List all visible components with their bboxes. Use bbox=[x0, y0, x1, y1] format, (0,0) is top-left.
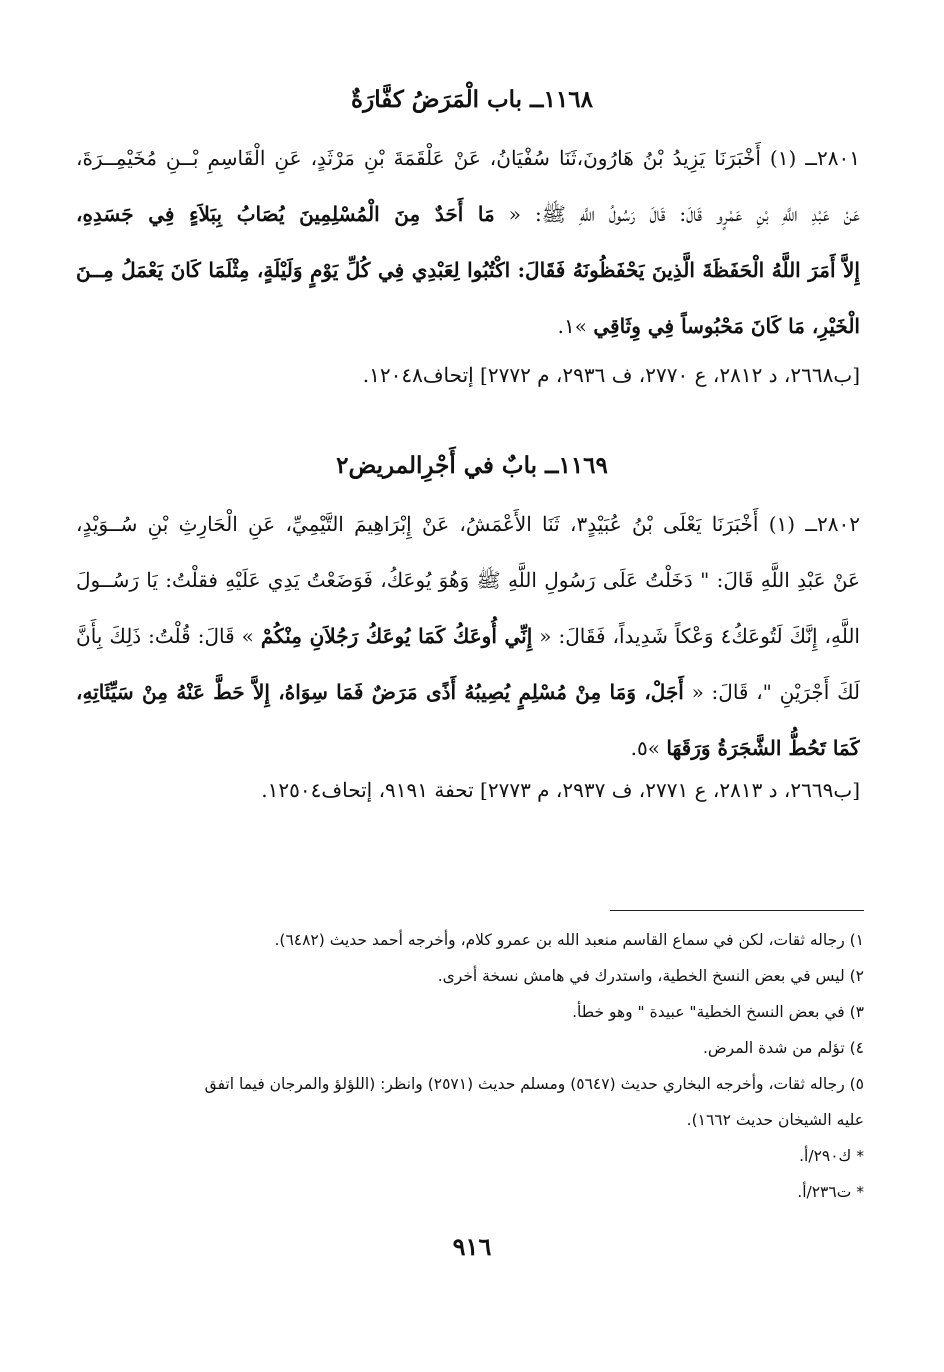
prophetic-text: الْخَيْرِ، مَا كَانَ مَحْبُوساً فِي وِثَاقِي bbox=[593, 314, 860, 338]
reference-2801: [ب٢٦٦٨، د ٢٨١٢، ع ٢٧٧٠، ف ٢٩٣٦، م ٢٧٧٢] إتحاف١٢٠٤٨. bbox=[362, 363, 860, 387]
hadith-2802-line-1: ٢٨٠٢ــ (١) أَخْبَرَنَا يَعْلَى بْنُ عُبَيْدٍ٣، ثَنَا الأَعْمَشُ، عَنْ إِبْرَاهِيمَ التَّيْمِيِّ، عَنِ الْحَارِثِ بْنِ سُــوَيْدٍ، bbox=[76, 512, 860, 536]
hadith-2801-line-4: الْخَيْرِ، مَا كَانَ مَحْبُوساً فِي وِثَاقِي »١. bbox=[557, 314, 860, 338]
footnote-5: ٥) رجاله ثقات، وأخرجه البخاري حديث (٥٦٤٧) ومسلم حديث (٢٥٧١) وانظر: (اللؤلؤ والمرجان فيما اتفق bbox=[204, 1075, 864, 1093]
prophetic-text: إِنِّي أُوعَكُ كَمَا يُوعَكُ رَجُلاَنِ مِنْكُمْ bbox=[260, 624, 533, 648]
page-number: ٩١٦ bbox=[452, 1232, 492, 1261]
prophetic-text: أَجَلْ، وَمَا مِنْ مُسْلِمٍ يُصِيبُهُ أَذًى مَرَضٌ فَمَا سِوَاهُ، إِلاَّ حَطَّ عَنْهُ مِنْ سَيِّئَاتِهِ، bbox=[76, 680, 684, 704]
footnote-separator bbox=[610, 910, 864, 911]
footnotes bbox=[74, 922, 864, 1210]
footnote-3: ٣) في بعض النسخ الخطية" عبيدة " وهو خطأ. bbox=[572, 1003, 864, 1021]
reference-2802: [ب٢٦٦٩، د ٢٨١٣، ع ٢٧٧١، ف ٢٩٣٧، م ٢٧٧٣] تحفة ٩١٩١، إتحاف١٢٥٠٤. bbox=[261, 778, 860, 802]
footnote-5-continued: عليه الشيخان حديث ١٦٦٢). bbox=[686, 1111, 864, 1129]
footnote-1: ١) رجاله ثقات، لكن في سماع القاسم منعبد الله بن عمرو كلام، وأخرجه أحمد حديث (٦٤٨٢). bbox=[274, 931, 864, 949]
hadith-2801-line-3: إِلاَّ أَمَرَ اللَّهُ الْحَفَظَةَ الَّذِينَ يَحْفَظُونَهُ فَقَالَ: اكْتُبُوا لِعَبْدِي فِي كُلِّ يَوْمٍ وَلَيْلَةٍ، مِثْلَمَا كَانَ يَعْمَلُ مِــنَ bbox=[76, 258, 860, 282]
hadith-2801 bbox=[76, 130, 860, 354]
prophetic-text: كَمَا تَحُطُّ الشَّجَرَةُ وَرَقَهَا bbox=[666, 736, 860, 760]
chapter-heading-1168: ١١٦٨ــ باب الْمَرَضُ كفَّارَةٌ bbox=[351, 86, 593, 113]
hadith-2801-line-2: عَنْ عَبْدِ اللَّهِ بْنِ عَمْرٍو قَالَ: قَالَ رَسُولُ اللَّهِ ﷺ: « مَا أَحَدٌ مِنَ الْمُسْلِمِينَ يُصَابُ بِبَلاَءٍ فِي جَسَدِهِ، bbox=[76, 202, 860, 226]
hadith-2802-line-4: لَكَ أَجْرَيْنِ "، قَالَ: « أَجَلْ، وَمَا مِنْ مُسْلِمٍ يُصِيبُهُ أَذًى مَرَضٌ فَمَا سِوَاهُ، إِلاَّ حَطَّ عَنْهُ مِنْ سَيِّئَاتِهِ، bbox=[76, 680, 860, 704]
hadith-2801-line-1: ٢٨٠١ــ (١) أَخْبَرَنَا يَزِيدُ بْنُ هَارُونَ،ثَنَا سُفْيَانُ، عَنْ عَلْقَمَةَ بْنِ مَرْثَدٍ، عَنِ الْقَاسِمِ بْــنِ مُخَيْمِــرَةَ، bbox=[76, 146, 860, 170]
manuscript-note-2: * ت٢٣٦/أ. bbox=[797, 1183, 864, 1201]
hadith-2802-line-2: عَنْ عَبْدِ اللَّهِ قَالَ: " دَخَلْتُ عَلَى رَسُولِ اللَّهِ ﷺ وَهُوَ يُوعَكُ، فَوَضَعْتُ يَدِي عَلَيْهِ فقلْتُ: يَا رَسُــولَ bbox=[76, 568, 860, 592]
hadith-2802-line-5: كَمَا تَحُطُّ الشَّجَرَةُ وَرَقَهَا »٥. bbox=[630, 736, 860, 760]
prophetic-text: مَا أَحَدٌ مِنَ الْمُسْلِمِينَ يُصَابُ بِبَلاَءٍ فِي جَسَدِهِ، bbox=[76, 202, 495, 226]
hadith-2802-line-3: اللَّهِ، إِنَّكَ لَتُوعَكُ٤ وَعْكاً شَدِيداً، فَقَالَ: « إِنِّي أُوعَكُ كَمَا يُوعَكُ رَجُلاَنِ مِنْكُمْ » قَالَ: قُلْتُ: ذَلِكَ بِأَنَّ bbox=[76, 624, 860, 648]
footnote-4: ٤) تؤلم من شدة المرض. bbox=[703, 1039, 864, 1057]
footnote-2: ٢) ليس في بعض النسخ الخطية، واستدرك في هامش نسخة أخرى. bbox=[437, 967, 864, 985]
hadith-2802 bbox=[76, 496, 860, 776]
chapter-heading-1169: ١١٦٩ــ بابٌ في أَجْرِالمريض٢ bbox=[336, 452, 608, 479]
manuscript-note-1: * ك٢٩٠/أ. bbox=[799, 1147, 864, 1165]
